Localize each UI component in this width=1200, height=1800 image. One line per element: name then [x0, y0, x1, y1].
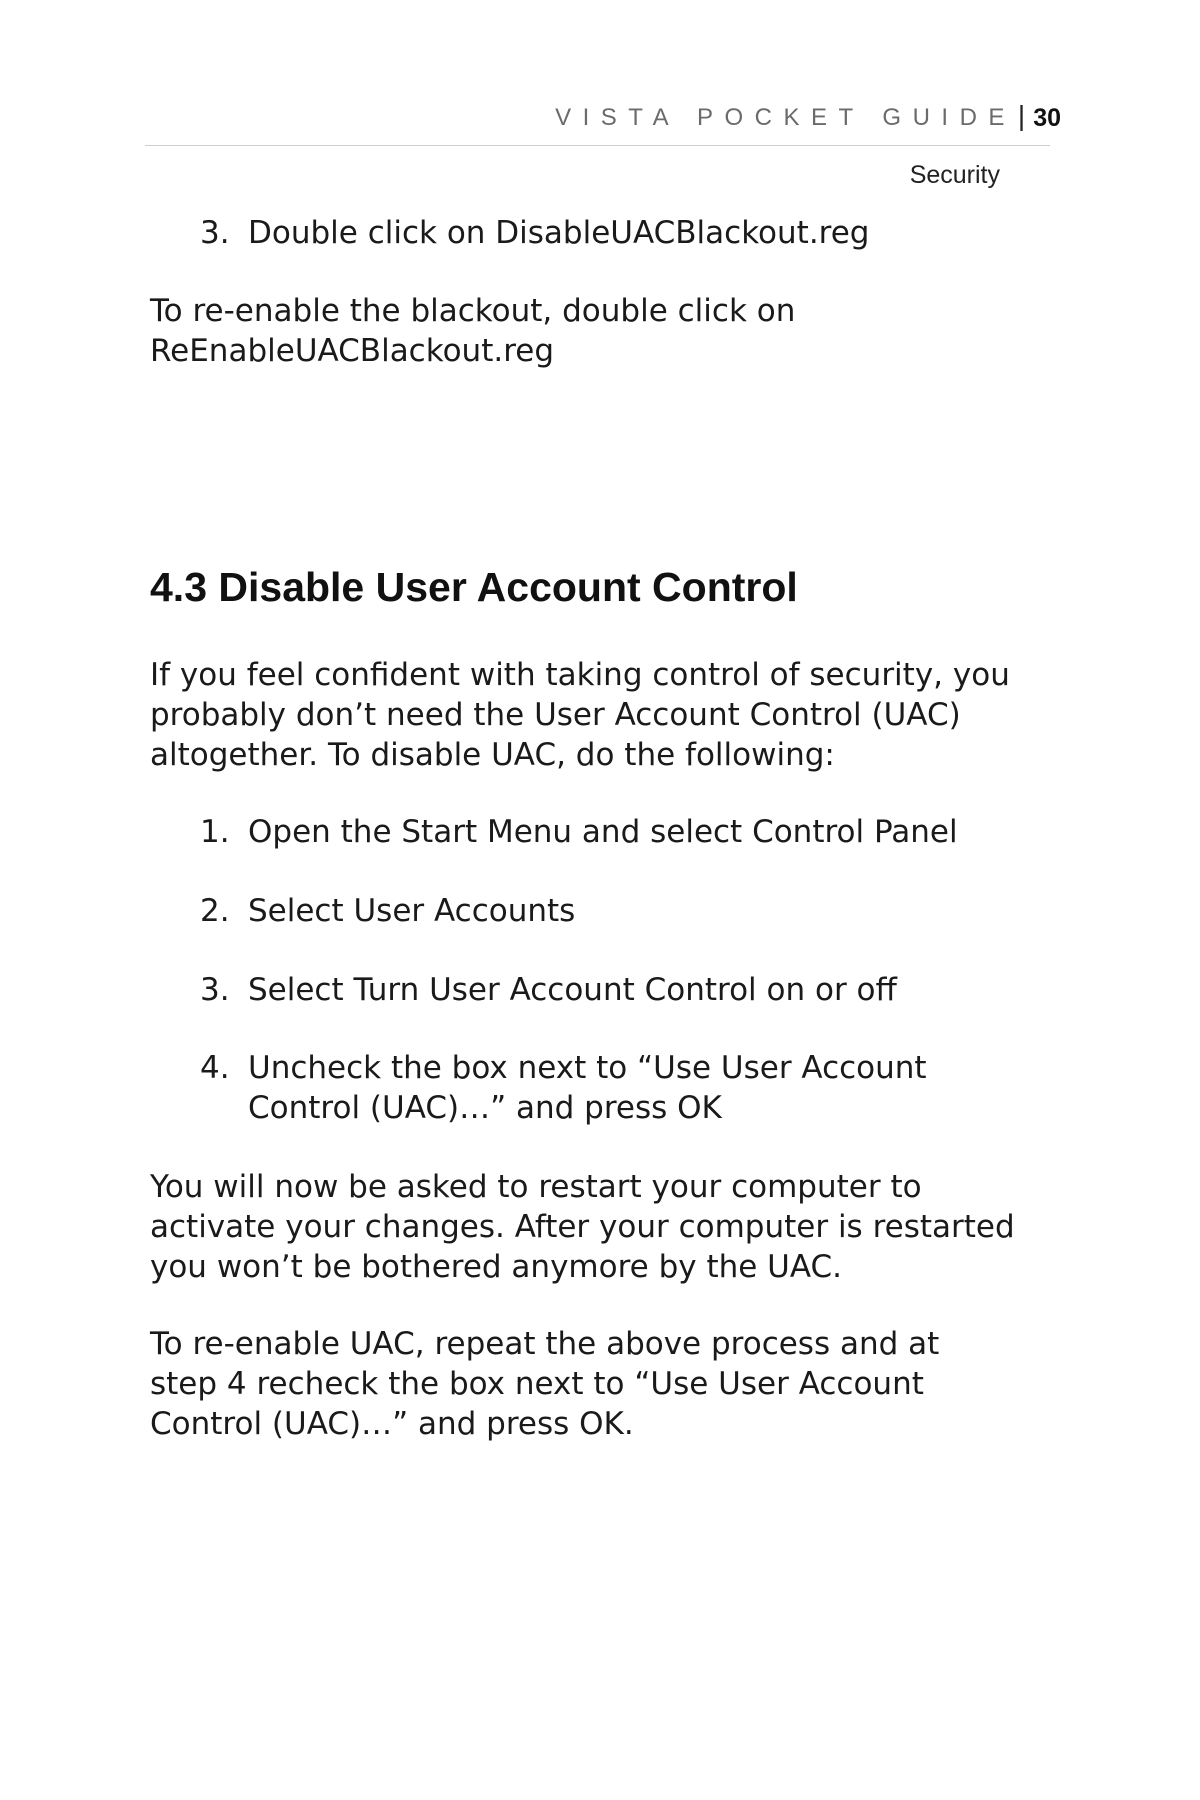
list-text: Open the Start Menu and select Control Panel [248, 814, 958, 850]
reenable-blackout-paragraph [150, 291, 1060, 371]
section-heading: 4.3 Disable User Account Control [150, 564, 798, 610]
text-line: Control (UAC)…” and press OK [248, 1090, 722, 1126]
list-item [200, 812, 1060, 852]
text-line: activate your changes. After your computer is restarted [150, 1209, 1015, 1245]
list-number: 3. [200, 215, 230, 251]
text-line: Control (UAC)…” and press OK. [150, 1406, 634, 1442]
running-header [555, 102, 1061, 134]
reenable-uac-paragraph [150, 1324, 1060, 1444]
section-tag: Security [909, 161, 1000, 189]
list-item [200, 1048, 1060, 1128]
text-line: ReEnableUACBlackout.reg [150, 333, 555, 369]
text-line: probably don’t need the User Account Control (UAC) [150, 697, 961, 733]
list-item [200, 970, 1060, 1010]
header-rule [145, 145, 1050, 146]
text-line: you won’t be bothered anymore by the UAC. [150, 1249, 843, 1285]
list-number: 2. [200, 893, 230, 929]
text-line: If you feel confident with taking control of security, you [150, 657, 1010, 693]
text-line: step 4 recheck the box next to “Use User Account [150, 1366, 924, 1402]
text-line: Uncheck the box next to “Use User Account [248, 1050, 927, 1086]
intro-paragraph [150, 655, 1060, 775]
text-line: altogether. To disable UAC, do the following: [150, 737, 835, 773]
text-line: You will now be asked to restart your computer to [150, 1169, 922, 1205]
list-text: Double click on DisableUACBlackout.reg [248, 215, 870, 251]
restart-paragraph [150, 1167, 1060, 1287]
header-separator: | [1017, 100, 1026, 131]
list-text: Select User Accounts [248, 893, 576, 929]
list-number: 3. [200, 972, 230, 1008]
list-number: 4. [200, 1050, 230, 1086]
text-line: To re-enable the blackout, double click on [150, 293, 796, 329]
book-title: VISTA POCKET GUIDE [555, 104, 1016, 131]
page-number: 30 [1033, 103, 1061, 132]
list-text: Select Turn User Account Control on or off [248, 972, 897, 1008]
list-item [200, 891, 1060, 931]
list-item [200, 213, 1060, 253]
list-number: 1. [200, 814, 230, 850]
list-text [248, 1048, 1060, 1128]
text-line: To re-enable UAC, repeat the above process and at [150, 1326, 940, 1362]
